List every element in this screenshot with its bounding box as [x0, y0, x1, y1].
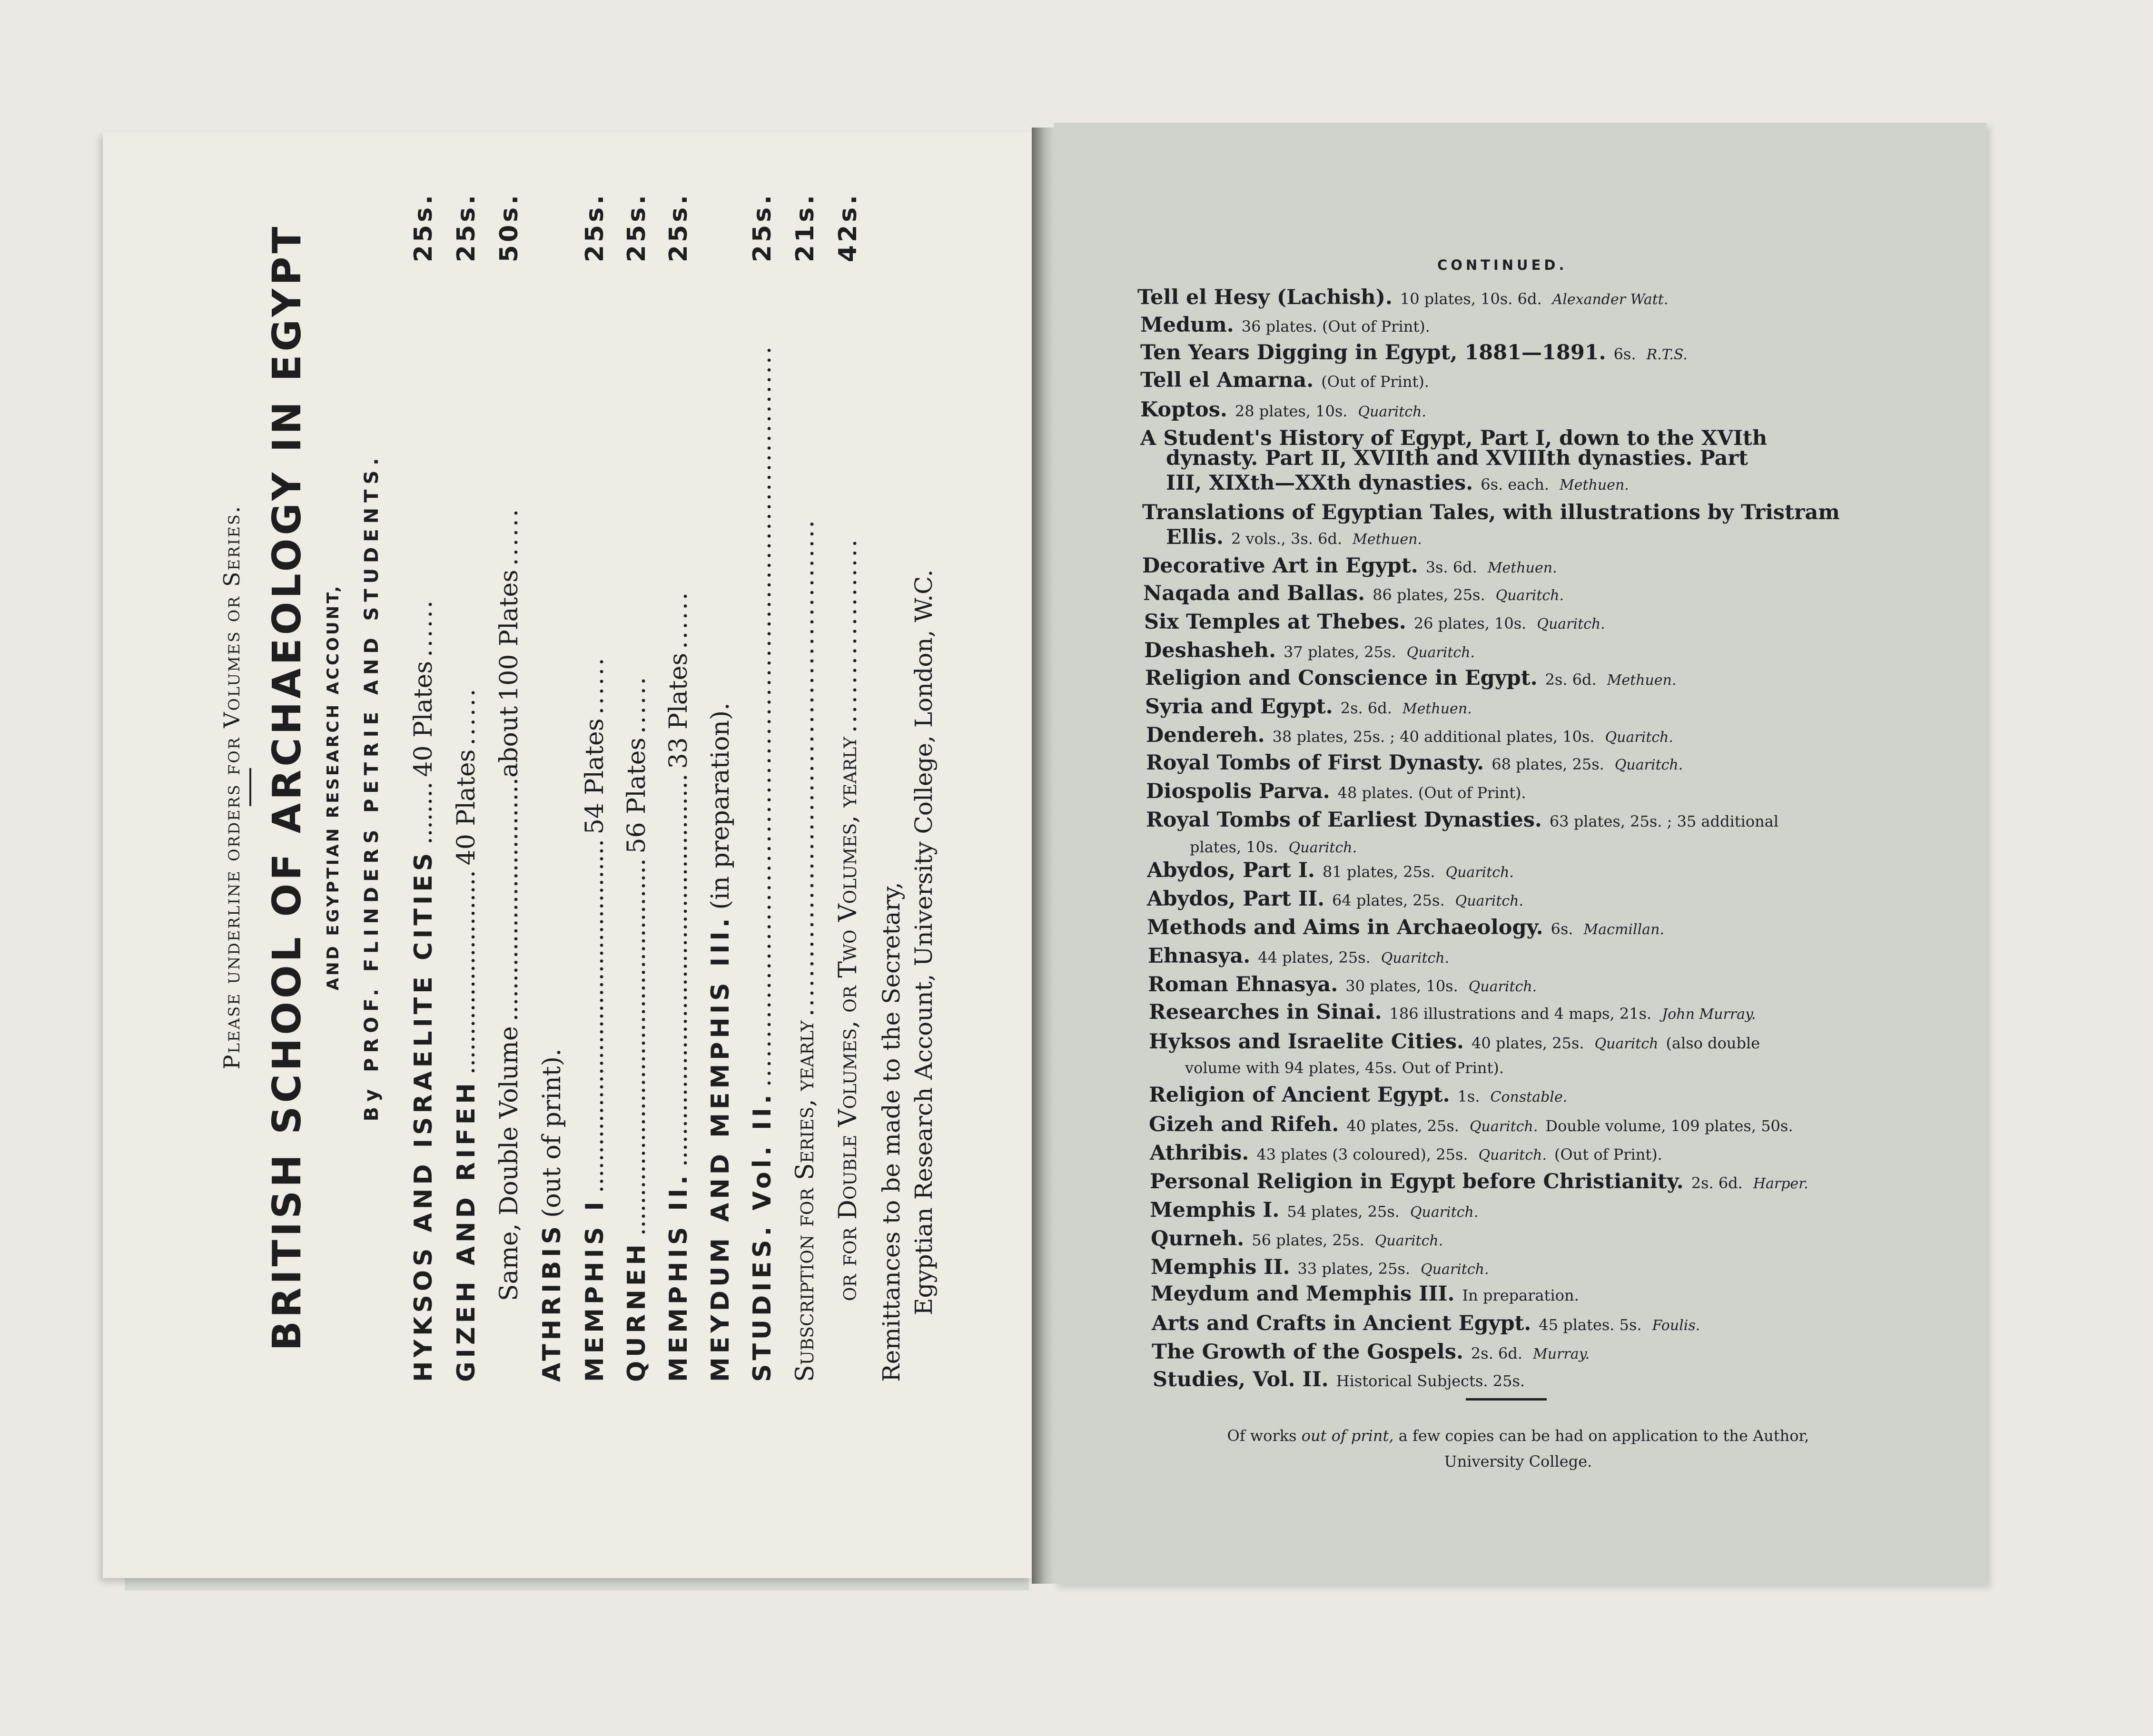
order-entry: Same, Double Volume ...............................about 100 Plates ...... 50s. [495, 192, 523, 1301]
order-note: Please underline orders for Volumes or Series. [219, 504, 245, 1070]
list-item: Memphis I. 54 plates, 25s. Quaritch. [1150, 1198, 1479, 1222]
list-item: Medum. 36 plates. (Out of Print). [1140, 313, 1430, 337]
order-entry: QURNEH ................................................ 56 Plates ...... 25s. [622, 192, 651, 1382]
list-item: Studies, Vol. II. Historical Subjects. 25s. [1153, 1368, 1525, 1391]
list-item: Naqada and Ballas. 86 plates, 25s. Quaritch. [1143, 582, 1564, 605]
list-item: Abydos, Part II. 64 plates, 25s. Quaritch. [1147, 887, 1524, 911]
order-entry: HYKSOS AND ISRAELITE CITIES ........ 40 Plates ...... 25s. [409, 192, 438, 1382]
list-item: Qurneh. 56 plates, 25s. Quaritch. [1151, 1227, 1443, 1251]
list-item: Abydos, Part I. 81 plates, 25s. Quaritch. [1147, 858, 1514, 882]
list-item: Ehnasya. 44 plates, 25s. Quaritch. [1148, 944, 1450, 968]
list-item: Ellis. 2 vols., 3s. 6d. Methuen. [1166, 525, 1422, 549]
list-item: A Student's History of Egypt, Part I, down to the XVIth [1140, 426, 1768, 450]
list-item: Athribis. 43 plates (3 coloured), 25s. Quaritch. (Out of Print). [1150, 1141, 1662, 1165]
list-item: III, XIXth—XXth dynasties. 6s. each. Methuen. [1166, 471, 1629, 495]
subscription-series: Subscription for Series, yearly ................................................... 21s. [791, 192, 820, 1382]
list-item: Decorative Art in Egypt. 3s. 6d. Methuen. [1142, 554, 1557, 578]
list-item: Dendereh. 38 plates, 25s. ; 40 additional plates, 10s. Quaritch. [1146, 723, 1674, 747]
list-item: Gizeh and Rifeh. 40 plates, 25s. Quaritch. Double volume, 109 plates, 50s. [1149, 1113, 1793, 1136]
remittance-line: Egyptian Research Account, University College, London, W.C. [910, 569, 938, 1315]
list-item: Royal Tombs of Earliest Dynasties. 63 plates, 25s. ; 35 additional [1146, 808, 1779, 832]
page-subtitle: AND EGYPTIAN RESEARCH ACCOUNT, [324, 583, 343, 991]
subscription-double: or for Double Volumes, or Two Volumes, yearly .................... 42s. [834, 192, 862, 1301]
list-item: Memphis II. 33 plates, 25s. Quaritch. [1151, 1255, 1489, 1279]
page-heading: CONTINUED. [1437, 257, 1568, 273]
page-title: BRITISH SCHOOL OF ARCHAEOLOGY IN EGYPT [265, 223, 310, 1351]
list-item: Arts and Crafts in Ancient Egypt. 45 plates. 5s. Foulis. [1152, 1312, 1700, 1335]
spine [1032, 128, 1054, 1584]
list-item: Researches in Sinai. 186 illustrations and 4 maps, 21s. John Murray. [1149, 1000, 1756, 1024]
order-entry: ATHRIBIS (out of print). [538, 1048, 566, 1382]
order-entry: MEMPHIS I ............................................. 54 Plates ...... 25s. [581, 192, 609, 1382]
list-item: Religion of Ancient Egypt. 1s. Constable. [1149, 1083, 1568, 1107]
list-item: Syria and Egypt. 2s. 6d. Methuen. [1145, 695, 1472, 719]
list-item: Six Temples at Thebes. 26 plates, 10s. Quaritch. [1144, 610, 1605, 634]
list-item: volume with 94 plates, 45s. Out of Print). [1185, 1059, 1504, 1077]
list-item: Religion and Conscience in Egypt. 2s. 6d. Methuen. [1145, 666, 1677, 690]
divider [249, 768, 251, 806]
list-item: Hyksos and Israelite Cities. 40 plates, 25s. Quaritch (also double [1149, 1030, 1760, 1054]
list-item: Diospolis Parva. 48 plates. (Out of Print). [1146, 779, 1526, 803]
footer-note: Of works out of print, a few copies can be had on application to the Author, University College. [1227, 1427, 1809, 1470]
list-item: Koptos. 28 plates, 10s. Quaritch. [1140, 398, 1426, 422]
divider [1466, 1398, 1547, 1401]
list-item: Deshasheh. 37 plates, 25s. Quaritch. [1144, 639, 1475, 662]
list-item: Roman Ehnasya. 30 plates, 10s. Quaritch. [1148, 973, 1537, 996]
remittance-line: Remittances to be made to the Secretary, [878, 882, 905, 1382]
order-entry: MEMPHIS II. .................................................. 33 Plates ...... 25s. [664, 192, 693, 1382]
page-edge [125, 1578, 1029, 1590]
list-item: Meydum and Memphis III. In preparation. [1151, 1282, 1579, 1306]
left-page-content [209, 192, 952, 1382]
order-entry: GIZEH AND RIFEH .......................... 40 Plates ...... 25s. [452, 192, 481, 1382]
list-item: dynasty. Part II, XVIIth and XVIIIth dynasties. Part [1166, 446, 1748, 470]
byline: By PROF. FLINDERS PETRIE AND STUDENTS. [361, 453, 383, 1122]
order-entry: STUDIES. Vol. II. ............................................................................ 25s. [748, 192, 777, 1382]
list-item: Tell el Hesy (Lachish). 10 plates, 10s. 6d. Alexander Watt. [1137, 286, 1669, 309]
list-item: Personal Religion in Egypt before Christianity. 2s. 6d. Harper. [1150, 1170, 1808, 1194]
list-item: Royal Tombs of First Dynasty. 68 plates, 25s. Quaritch. [1146, 751, 1683, 775]
list-item: plates, 10s. Quaritch. [1190, 838, 1357, 856]
list-item: Methods and Aims in Archaeology. 6s. Macmillan. [1147, 916, 1664, 939]
list-item: The Growth of the Gospels. 2s. 6d. Murray. [1152, 1340, 1590, 1364]
list-item: Translations of Egyptian Tales, with illustrations by Tristram [1142, 501, 1840, 524]
list-item: Tell el Amarna. (Out of Print). [1140, 368, 1430, 392]
list-item: Ten Years Digging in Egypt, 1881—1891. 6s. R.T.S. [1140, 341, 1688, 365]
order-entry: MEYDUM AND MEMPHIS III. (in preparation). [706, 702, 735, 1382]
